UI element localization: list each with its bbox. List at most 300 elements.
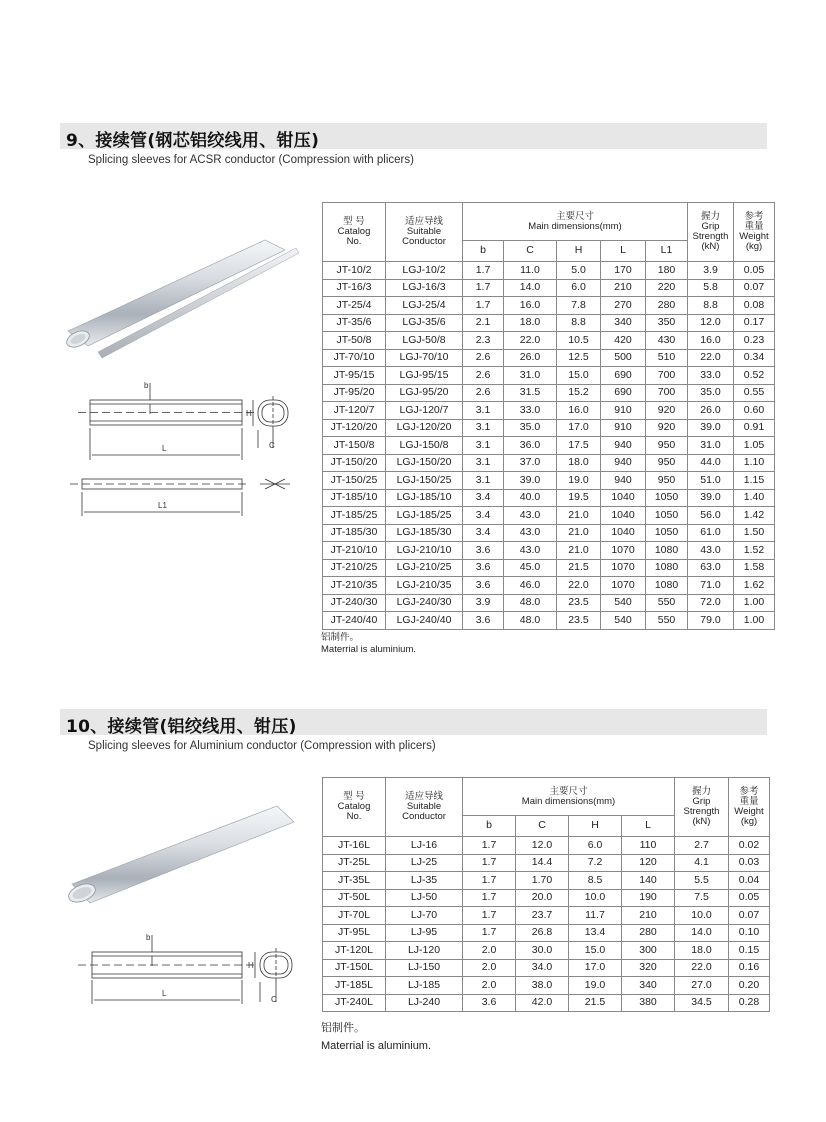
table-cell: 1.15 [734, 472, 775, 490]
table-cell: 12.0 [688, 314, 734, 332]
table-cell: 15.2 [557, 384, 601, 402]
table-row [323, 942, 770, 960]
table-cell: 2.3 [463, 332, 504, 350]
table-cell: 700 [646, 367, 688, 385]
table-cell: 3.6 [463, 994, 516, 1012]
table-cell: 910 [601, 402, 646, 420]
table-cell: JT-240/40 [323, 612, 386, 630]
table-cell: 16.0 [557, 402, 601, 420]
table-cell: JT-50L [323, 889, 386, 907]
table-cell: 0.05 [734, 262, 775, 280]
table-row [323, 559, 775, 577]
table-row [323, 472, 775, 490]
header-grip: 握力 Grip Strength (kN) [688, 203, 734, 262]
note-en: Materrial is aluminium. [321, 1039, 432, 1052]
table-cell: 42.0 [516, 994, 569, 1012]
table-cell: 340 [622, 977, 675, 995]
dim-b-label: b [146, 933, 151, 942]
table-cell: 1.00 [734, 612, 775, 630]
table-cell: 12.5 [557, 349, 601, 367]
table-cell: JT-120/7 [323, 402, 386, 420]
table-cell: LJ-240 [386, 994, 463, 1012]
header-conductor: 适应导线 Suitable Conductor [386, 203, 463, 262]
table-cell: LGJ-50/8 [386, 332, 463, 350]
table-cell: 0.23 [734, 332, 775, 350]
table-cell: 420 [601, 332, 646, 350]
table-cell: 510 [646, 349, 688, 367]
header-weight: 参考 重量 Weight (kg) [734, 203, 775, 262]
dim-b-label: b [144, 381, 149, 390]
table-cell: 20.0 [516, 889, 569, 907]
dim-h-label: H [248, 961, 254, 970]
table-cell: 920 [646, 419, 688, 437]
table-cell: 500 [601, 349, 646, 367]
table-cell: LJ-95 [386, 924, 463, 942]
table-cell: 120 [622, 854, 675, 872]
table-cell: 46.0 [504, 577, 557, 595]
table-cell: 550 [646, 612, 688, 630]
table-cell: 3.1 [463, 402, 504, 420]
table-row [323, 384, 775, 402]
table-cell: 19.0 [557, 472, 601, 490]
table-row [323, 437, 775, 455]
table-cell: 16.0 [504, 297, 557, 315]
table-cell: 43.0 [504, 542, 557, 560]
table-cell: 170 [601, 262, 646, 280]
table-cell: 39.0 [504, 472, 557, 490]
table-cell: JT-210/25 [323, 559, 386, 577]
table-cell: LGJ-95/20 [386, 384, 463, 402]
header-dim: b [463, 241, 504, 262]
table-cell: 3.9 [688, 262, 734, 280]
section-subtitle: Splicing sleeves for ACSR conductor (Compression with plicers) [88, 154, 414, 166]
section-subtitle: Splicing sleeves for Aluminium conductor (Compression with plicers) [88, 740, 436, 752]
sleeve-drawing [70, 378, 300, 523]
table-cell: 38.0 [516, 977, 569, 995]
table-cell: LGJ-16/3 [386, 279, 463, 297]
table-cell: 1.70 [516, 872, 569, 890]
table-cell: 0.17 [734, 314, 775, 332]
table-cell: 1.7 [463, 889, 516, 907]
table-cell: 1.58 [734, 559, 775, 577]
table-cell: 0.04 [729, 872, 770, 890]
note-en: Materrial is aluminium. [321, 644, 417, 656]
section-title: 10、接续管(铝绞线用、钳压) [66, 717, 297, 737]
table-cell: 1.62 [734, 577, 775, 595]
table-cell: 3.6 [463, 559, 504, 577]
table-cell: JT-70/10 [323, 349, 386, 367]
dim-c-label: C [271, 995, 277, 1004]
table-cell: 180 [646, 262, 688, 280]
header-catalog: 型 号 Catalog No. [323, 203, 386, 262]
table-cell: 0.91 [734, 419, 775, 437]
table-cell: 18.0 [504, 314, 557, 332]
table-cell: 18.0 [675, 942, 729, 960]
note-cn: 铝制件。 [321, 632, 360, 643]
table-cell: 14.0 [504, 279, 557, 297]
table-cell: 34.5 [675, 994, 729, 1012]
table-row [323, 907, 770, 925]
table-cell: 4.1 [675, 854, 729, 872]
table-cell: JT-240/30 [323, 594, 386, 612]
table-row [323, 349, 775, 367]
table-cell: 1.05 [734, 437, 775, 455]
table-cell: 26.0 [504, 349, 557, 367]
table-cell: 45.0 [504, 559, 557, 577]
table-cell: 220 [646, 279, 688, 297]
table-cell: 16.0 [688, 332, 734, 350]
table-row [323, 367, 775, 385]
table-cell: 2.0 [463, 959, 516, 977]
table-cell: 550 [646, 594, 688, 612]
table-row [323, 542, 775, 560]
table-cell: 6.0 [569, 837, 622, 855]
table-cell: 21.0 [557, 507, 601, 525]
table-cell: 0.07 [729, 907, 770, 925]
header-conductor: 适应导线 Suitable Conductor [386, 778, 463, 837]
table-cell: 10.5 [557, 332, 601, 350]
table-cell: 430 [646, 332, 688, 350]
table-cell: 1070 [601, 542, 646, 560]
table-cell: 1.7 [463, 297, 504, 315]
header-dim: L [601, 241, 646, 262]
table-cell: 33.0 [688, 367, 734, 385]
header-dim: C [504, 241, 557, 262]
table-cell: 31.0 [688, 437, 734, 455]
table-cell: LGJ-185/30 [386, 524, 463, 542]
sleeve-photo [62, 800, 302, 912]
dim-l1-label: L1 [158, 501, 167, 510]
table-cell: 190 [622, 889, 675, 907]
table-cell: 2.6 [463, 384, 504, 402]
table-cell: JT-10/2 [323, 262, 386, 280]
table-cell: 30.0 [516, 942, 569, 960]
table-cell: LGJ-185/25 [386, 507, 463, 525]
table-cell: 3.6 [463, 612, 504, 630]
table-cell: 22.0 [504, 332, 557, 350]
table-cell: 8.8 [557, 314, 601, 332]
table-cell: 7.5 [675, 889, 729, 907]
table-row [323, 419, 775, 437]
table-row [323, 889, 770, 907]
table-cell: LGJ-120/20 [386, 419, 463, 437]
table-cell: 40.0 [504, 489, 557, 507]
table-cell: 0.15 [729, 942, 770, 960]
table-cell: 43.0 [504, 524, 557, 542]
table-cell: 26.8 [516, 924, 569, 942]
table-cell: 61.0 [688, 524, 734, 542]
table-cell: JT-25/4 [323, 297, 386, 315]
table-cell: 31.5 [504, 384, 557, 402]
table-cell: 51.0 [688, 472, 734, 490]
table-cell: LGJ-210/25 [386, 559, 463, 577]
table-cell: 2.0 [463, 942, 516, 960]
header-dim: H [557, 241, 601, 262]
table-cell: 3.1 [463, 437, 504, 455]
table-cell: 1050 [646, 489, 688, 507]
table-cell: 950 [646, 437, 688, 455]
table-row [323, 507, 775, 525]
table-cell: 3.1 [463, 472, 504, 490]
table-row [323, 977, 770, 995]
table-cell: 11.0 [504, 262, 557, 280]
table-cell: 35.0 [504, 419, 557, 437]
table-cell: 1.50 [734, 524, 775, 542]
table-cell: JT-150/20 [323, 454, 386, 472]
table-cell: 44.0 [688, 454, 734, 472]
table-cell: 1080 [646, 559, 688, 577]
table-cell: LGJ-95/15 [386, 367, 463, 385]
table-cell: 37.0 [504, 454, 557, 472]
table-cell: 1040 [601, 524, 646, 542]
table-cell: 0.55 [734, 384, 775, 402]
table-cell: 210 [601, 279, 646, 297]
table-row [323, 524, 775, 542]
table-cell: 350 [646, 314, 688, 332]
table-cell: LJ-150 [386, 959, 463, 977]
table-cell: 21.5 [569, 994, 622, 1012]
table-cell: JT-35L [323, 872, 386, 890]
table-cell: 39.0 [688, 419, 734, 437]
table-cell: 3.4 [463, 524, 504, 542]
header-dim: H [569, 816, 622, 837]
dim-l-label: L [162, 989, 167, 998]
table-cell: 1050 [646, 524, 688, 542]
table-cell: 1.10 [734, 454, 775, 472]
table-cell: LGJ-210/10 [386, 542, 463, 560]
table-row [323, 872, 770, 890]
table-cell: 43.0 [504, 507, 557, 525]
table-cell: 6.0 [557, 279, 601, 297]
table-cell: 48.0 [504, 612, 557, 630]
table-cell: 2.6 [463, 349, 504, 367]
table-cell: 3.9 [463, 594, 504, 612]
table-cell: 300 [622, 942, 675, 960]
table-row [323, 577, 775, 595]
table-row [323, 489, 775, 507]
table-cell: 1.40 [734, 489, 775, 507]
table-cell: 380 [622, 994, 675, 1012]
table-row [323, 594, 775, 612]
table-cell: LJ-50 [386, 889, 463, 907]
table-cell: 210 [622, 907, 675, 925]
table-cell: 140 [622, 872, 675, 890]
table-cell: 2.1 [463, 314, 504, 332]
table-row [323, 402, 775, 420]
table-cell: 15.0 [569, 942, 622, 960]
table-cell: 3.4 [463, 489, 504, 507]
header-main-dims: 主要尺寸 Main dimensions(mm) [463, 203, 688, 241]
table-cell: 940 [601, 437, 646, 455]
table-cell: JT-95/20 [323, 384, 386, 402]
table-cell: 33.0 [504, 402, 557, 420]
table-cell: JT-185/30 [323, 524, 386, 542]
table-cell: 940 [601, 454, 646, 472]
table-row [323, 279, 775, 297]
table-cell: 31.0 [504, 367, 557, 385]
table-cell: JT-185/25 [323, 507, 386, 525]
table-cell: 0.20 [729, 977, 770, 995]
header-weight: 参考 重量 Weight (kg) [729, 778, 770, 837]
table-cell: 1.7 [463, 279, 504, 297]
table-cell: 23.7 [516, 907, 569, 925]
table-cell: 21.0 [557, 524, 601, 542]
table-cell: 3.1 [463, 454, 504, 472]
table-cell: 7.2 [569, 854, 622, 872]
table-cell: 540 [601, 594, 646, 612]
table-cell: LGJ-150/20 [386, 454, 463, 472]
table-cell: 11.7 [569, 907, 622, 925]
table-cell: JT-120L [323, 942, 386, 960]
table-cell: 17.0 [557, 419, 601, 437]
table-cell: 110 [622, 837, 675, 855]
header-dim: L [622, 816, 675, 837]
table-cell: LJ-35 [386, 872, 463, 890]
dim-h-label: H [246, 409, 252, 418]
table-cell: 10.0 [675, 907, 729, 925]
table-cell: JT-210/10 [323, 542, 386, 560]
dim-c-label: C [269, 441, 275, 450]
table-cell: 700 [646, 384, 688, 402]
table-cell: 1070 [601, 559, 646, 577]
table-cell: LGJ-35/6 [386, 314, 463, 332]
table-cell: 1.42 [734, 507, 775, 525]
table-cell: 8.8 [688, 297, 734, 315]
table-cell: 0.02 [729, 837, 770, 855]
header-catalog: 型 号 Catalog No. [323, 778, 386, 837]
table-cell: LGJ-150/25 [386, 472, 463, 490]
table-cell: 920 [646, 402, 688, 420]
table-cell: 540 [601, 612, 646, 630]
table-cell: 1.7 [463, 262, 504, 280]
section-header [60, 123, 767, 149]
table-cell: 690 [601, 384, 646, 402]
dim-l-label: L [162, 444, 167, 453]
table-cell: JT-95/15 [323, 367, 386, 385]
table-cell: 0.60 [734, 402, 775, 420]
table-cell: 0.52 [734, 367, 775, 385]
table-cell: LGJ-150/8 [386, 437, 463, 455]
table-cell: 1.7 [463, 837, 516, 855]
table-row [323, 924, 770, 942]
table-cell: 3.6 [463, 542, 504, 560]
table-cell: 1.7 [463, 872, 516, 890]
table-cell: 12.0 [516, 837, 569, 855]
table-row [323, 994, 770, 1012]
table-cell: JT-120/20 [323, 419, 386, 437]
table-cell: 0.03 [729, 854, 770, 872]
table-cell: 940 [601, 472, 646, 490]
table-cell: LGJ-185/10 [386, 489, 463, 507]
spec-table-body [323, 262, 775, 630]
table-cell: 19.0 [569, 977, 622, 995]
table-cell: 22.0 [688, 349, 734, 367]
header-dim: L1 [646, 241, 688, 262]
table-cell: 21.0 [557, 542, 601, 560]
table-cell: 8.5 [569, 872, 622, 890]
table-cell: 910 [601, 419, 646, 437]
table-cell: 23.5 [557, 612, 601, 630]
table-cell: JT-210/35 [323, 577, 386, 595]
table-cell: 1.7 [463, 924, 516, 942]
table-cell: LGJ-25/4 [386, 297, 463, 315]
table-cell: 320 [622, 959, 675, 977]
table-row [323, 837, 770, 855]
table-cell: 1080 [646, 577, 688, 595]
table-cell: 14.0 [675, 924, 729, 942]
table-cell: JT-185L [323, 977, 386, 995]
table-cell: 34.0 [516, 959, 569, 977]
table-cell: 79.0 [688, 612, 734, 630]
section-header [60, 709, 767, 735]
section-title: 9、接续管(钢芯铝绞线用、钳压) [66, 131, 320, 151]
header-main-dims: 主要尺寸 Main dimensions(mm) [463, 778, 675, 816]
table-cell: JT-240L [323, 994, 386, 1012]
table-cell: 19.5 [557, 489, 601, 507]
table-cell: 39.0 [688, 489, 734, 507]
table-cell: 48.0 [504, 594, 557, 612]
table-row [323, 854, 770, 872]
table-cell: 56.0 [688, 507, 734, 525]
table-cell: LJ-185 [386, 977, 463, 995]
table-row [323, 314, 775, 332]
table-cell: 1050 [646, 507, 688, 525]
table-cell: JT-150/25 [323, 472, 386, 490]
table-cell: 3.1 [463, 419, 504, 437]
table-row [323, 454, 775, 472]
table-cell: 280 [646, 297, 688, 315]
table-cell: 2.0 [463, 977, 516, 995]
table-cell: 63.0 [688, 559, 734, 577]
material-note [321, 632, 416, 657]
table-cell: JT-70L [323, 907, 386, 925]
table-cell: LGJ-10/2 [386, 262, 463, 280]
table-cell: JT-35/6 [323, 314, 386, 332]
table-cell: 21.5 [557, 559, 601, 577]
table-cell: 27.0 [675, 977, 729, 995]
table-cell: 950 [646, 472, 688, 490]
table-cell: 0.28 [729, 994, 770, 1012]
table-cell: 5.5 [675, 872, 729, 890]
table-cell: 0.05 [729, 889, 770, 907]
table-row [323, 332, 775, 350]
header-dim: b [463, 816, 516, 837]
table-cell: 2.7 [675, 837, 729, 855]
table-cell: JT-185/10 [323, 489, 386, 507]
table-cell: 26.0 [688, 402, 734, 420]
table-cell: 0.16 [729, 959, 770, 977]
note-cn: 铝制件。 [321, 1022, 365, 1034]
table-cell: 1.7 [463, 854, 516, 872]
table-cell: JT-150L [323, 959, 386, 977]
table-cell: 23.5 [557, 594, 601, 612]
table-cell: 1080 [646, 542, 688, 560]
header-grip: 握力 Grip Strength (kN) [675, 778, 729, 837]
table-cell: JT-50/8 [323, 332, 386, 350]
sleeve-drawing [70, 930, 300, 1010]
table-cell: 5.0 [557, 262, 601, 280]
table-row [323, 959, 770, 977]
table-cell: JT-16L [323, 837, 386, 855]
table-cell: LGJ-240/40 [386, 612, 463, 630]
table-cell: 5.8 [688, 279, 734, 297]
table-cell: 36.0 [504, 437, 557, 455]
table-cell: 3.4 [463, 507, 504, 525]
table-cell: 18.0 [557, 454, 601, 472]
table-cell: 270 [601, 297, 646, 315]
table-row [323, 262, 775, 280]
table-cell: 13.4 [569, 924, 622, 942]
